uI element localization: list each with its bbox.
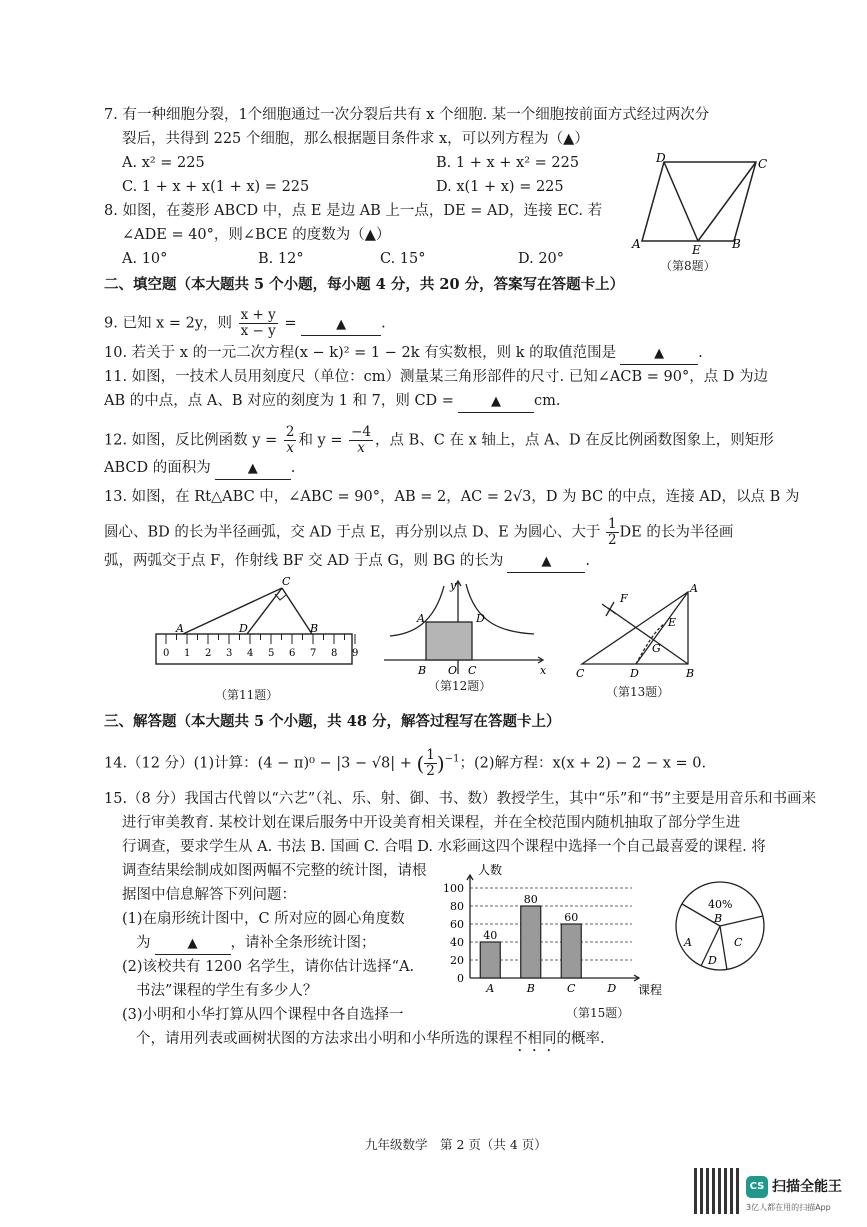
bar-y-tick-label: 20 [450,954,464,967]
q8-label-a: A [632,237,641,251]
camscanner-logo-icon: CS [746,1176,768,1198]
q12-label-o: O [448,664,458,677]
q13-stem-line2: 圆心、BD 的长为半径画弧，交 AD 于点 E，再分别以点 D、E 为圆心、大于 $\frac{1}{2}$ DE 的长为半径画 [104,516,734,548]
q13-triangle-figure [572,580,702,684]
q8-option-d: D. 20° [518,251,565,267]
q12-caption: （第12题） [428,679,492,693]
bar-y-tick-label: 80 [450,900,464,913]
q8-option-c: C. 15° [380,251,426,267]
q15-part1a: (1)在扇形统计图中，C 所对应的圆心角度数 [122,911,405,927]
q8-stem-line1: 8. 如图，在菱形 ABCD 中，点 E 是边 AB 上一点，DE = AD，连接 EC. 若 [104,203,603,219]
bar-data-label: 60 [564,911,579,924]
q15-part3a: (3)小明和小华打算从四个课程中各自选择一 [122,1007,404,1023]
ruler-tick-label: 3 [226,648,233,659]
ruler-tick-label: 6 [289,648,296,659]
q13-label-a: A [690,582,698,595]
q13-label-d: D [630,667,639,680]
bar-y-tick-label: 40 [450,936,464,949]
watermark-brand: 扫描全能王 [772,1179,842,1195]
bar-category-label: D [607,982,617,995]
q15-part1b: 为 ▲ ，请补全条形统计图； [136,933,376,955]
q13-stem-line3: 弧，两弧交于点 F，作射线 BF 交 AD 于点 G，则 BG 的长为 ▲ . [104,551,590,573]
q15-part3b: 个，请用列表或画树状图的方法求出小明和小华所选的课程不相同的概率. [136,1031,605,1047]
q11-caption: （第11题） [215,688,279,702]
q8-option-a: A. 10° [122,251,168,267]
q7-option-d: D. x(1 + x) = 225 [436,179,564,195]
q15-line3: 行调查，要求学生从 A. 书法 B. 国画 C. 合唱 D. 水彩画这四个课程中选择一个自己最喜爱的课程. 将 [122,839,766,855]
ruler-tick-label: 2 [205,648,212,659]
q12-rectangle [426,622,472,660]
q8-caption: （第8题） [660,259,716,273]
bar-y-tick-label: 60 [450,918,464,931]
q13-label-f: F [620,592,628,605]
qr-code-icon [694,1168,740,1214]
q12-label-y: y [450,579,457,592]
ruler-tick-label: 4 [247,648,254,659]
q10-question: 10. 若关于 x 的一元二次方程(x − k)² = 1 − 2k 有实数根，则 k 的取值范围是 ▲ . [104,343,703,365]
ruler-tick-label: 7 [310,648,317,659]
bar-y-tick-label: 0 [457,972,464,985]
ruler-tick-label: 8 [331,648,338,659]
q12-label-b: B [418,664,427,677]
q7-option-b: B. 1 + x + x² = 225 [436,155,580,171]
q15-line4: 调查结果绘制成如图两幅不完整的统计图，请根 [122,863,427,879]
q15-line1: 15.（8 分）我国古代曾以“六艺”（礼、乐、射、御、书、数）教授学生，其中“乐”和“书”主要是用音乐和书画来 [104,791,817,807]
bar-data-label: 80 [523,893,538,906]
q12-label-d: D [476,612,485,625]
q11-stem-line1: 11. 如图，一技术人员用刻度尺（单位：cm）测量某三角形部件的尺寸. 已知∠ACB = 90°，点 D 为边 [104,369,769,385]
q15-bar-chart [440,860,670,998]
q12-label-a: A [417,612,425,625]
q8-label-e: E [692,243,701,255]
q12-label-x: x [540,664,547,677]
q7-stem-line1: 7. 有一种细胞分裂，1个细胞通过一次分裂后共有 x 个细胞. 某一个细胞按前面方式经过两次分 [104,107,710,123]
q15-part2a: (2)该校共有 1200 名学生，请你估计选择“A. [122,959,415,975]
ruler-ticks [163,634,358,659]
q12-stem-line1: 12. 如图，反比例函数 y = $\frac{2}{x}$ 和 y = $\frac{-4}{x}$ ，点 B、C 在 x 轴上，点 A、D 在反比例函数图象上，则矩形 [104,424,774,456]
q11-label-a: A [176,622,184,635]
bar-category-label: A [486,982,495,995]
q8-option-b: B. 12° [258,251,304,267]
q13-label-g: G [652,642,661,655]
pie-label-d: D [708,954,717,967]
q15-line5: 据图中信息解答下列问题： [122,887,296,903]
watermark-tagline: 3亿人都在用的扫描App [746,1203,831,1212]
ruler-tick-label: 1 [184,648,191,659]
bar-data-label: 40 [483,929,498,942]
q15-line2: 进行审美教育. 某校计划在课后服务中开设美育相关课程，并在全校范围内随机抽取了部分学生进 [122,815,741,831]
q8-rhombus-figure [628,150,778,255]
q15-caption: （第15题） [566,1006,630,1020]
ruler-tick-label: 0 [163,648,170,659]
q12-hyperbola-figure [382,578,550,678]
q13-label-b: B [686,667,695,680]
pie-label-c: C [734,936,743,949]
bar-category-label: B [526,982,535,995]
q15-part2b: 书法”课程的学生有多少人？ [136,983,318,999]
bar-C [561,924,581,978]
pie-label-a: A [684,936,692,949]
section-2-heading: 二、填空题（本大题共 5 个小题，每小题 4 分，共 20 分，答案写在答题卡上） [104,276,625,293]
bar-A [480,942,500,978]
q8-stem-line2: ∠ADE = 40°，则∠BCE 的度数为（▲） [122,227,391,243]
q15-pie-chart [672,878,772,978]
q13-stem-line1: 13. 如图，在 Rt△ABC 中，∠ABC = 90°，AB = 2，AC = 2√3，D 为 BC 的中点，连接 AD，以点 B 为 [104,489,800,505]
q11-ruler-figure [150,572,360,680]
q8-label-c: C [758,157,768,171]
q9-question: 9. 已知 x = 2y，则 $\frac{x + y}{x - y}$ = ▲ . [104,307,386,339]
q13-caption: （第13题） [606,685,670,699]
q7-stem-line2: 裂后，共得到 225 个细胞，那么根据题目条件求 x，可以列方程为（▲） [122,131,589,147]
pie-percent-label: 40% [708,898,733,911]
bar-chart-ylabel: 人数 [478,863,503,877]
q12-label-c: C [468,664,477,677]
q14-question: 14.（12 分）(1)计算：(4 − π)⁰ − |3 − √8| + ( $\frac{1}{2}$ )$^{-1}$；(2)解方程：x(x + 2) − 2 − x = 0. [104,747,707,779]
ruler-tick-label: 9 [352,648,359,659]
bar-B [521,906,541,978]
q12-stem-line2: ABCD 的面积为 ▲ . [104,458,295,480]
q11-stem-line2: AB 的中点，点 A、B 对应的刻度为 1 和 7，则 CD = ▲ cm. [104,391,560,413]
bar-category-label: C [567,982,576,995]
bar-y-tick-label: 100 [443,882,464,895]
pie-label-b: B [714,912,723,925]
q11-label-d: D [239,622,248,635]
q8-label-b: B [732,237,741,251]
ruler-tick-label: 5 [268,648,275,659]
q13-label-c: C [576,667,585,680]
bar-chart-xlabel: 课程 [638,983,663,997]
q7-option-c: C. 1 + x + x(1 + x) = 225 [122,179,310,195]
q7-option-a: A. x² = 225 [122,155,205,171]
section-3-heading: 三、解答题（本大题共 5 个小题，共 48 分，解答过程写在答题卡上） [104,713,561,730]
q11-label-b: B [310,622,319,635]
q8-label-d: D [656,151,666,165]
q11-label-c: C [282,575,291,588]
page-footer: 九年级数学 第 2 页（共 4 页） [365,1137,547,1152]
q13-label-e: E [668,616,677,629]
